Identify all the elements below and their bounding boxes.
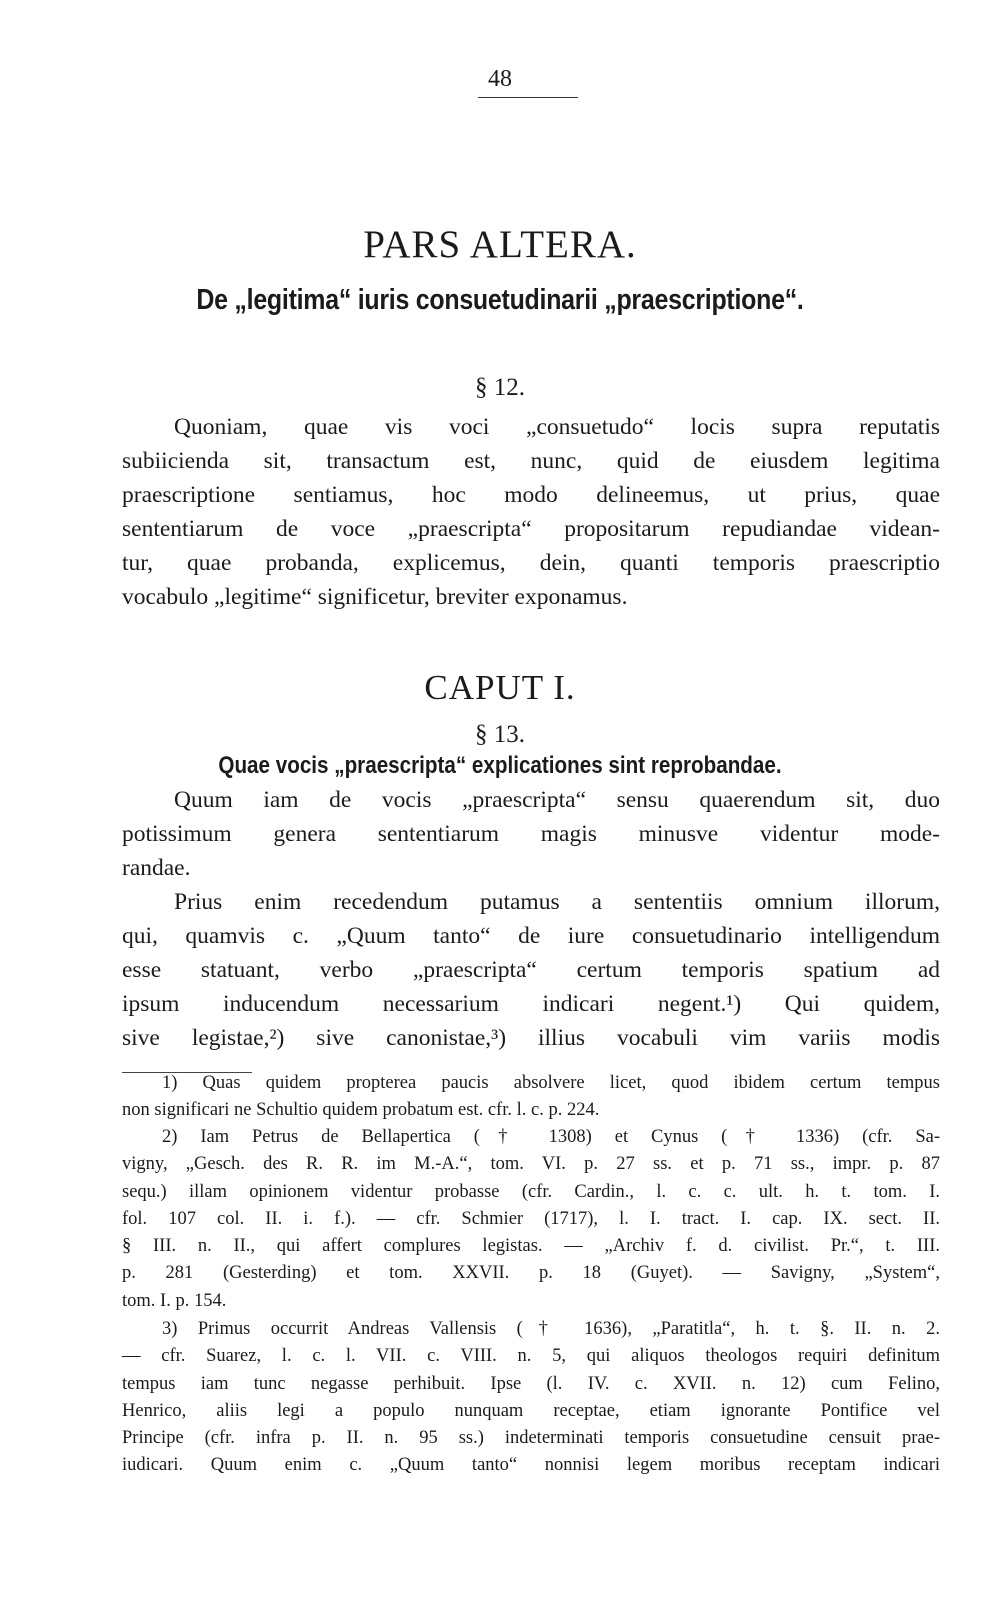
footnote-2: [122, 1124, 940, 1315]
footnote-2-line: p. 281 (Gesterding) et tom. XXVII. p. 18 (Guyet). — Savigny, „System“,: [122, 1263, 940, 1284]
paragraph-1: [122, 410, 940, 614]
footnote-3-line: iudicari. Quum enim c. „Quum tanto“ nonnisi legem moribus receptam indicari: [122, 1455, 940, 1476]
footnote-1-line: 1) Quas quidem propterea paucis absolvere licet, quod ibidem certum tempus: [162, 1073, 940, 1093]
footnote-2-line: sequ.) illam opinionem videntur probasse (cfr. Cardin., l. c. c. ult. h. t. tom. I.: [122, 1181, 940, 1202]
footnote-3-line: Principe (cfr. infra p. II. n. 95 ss.) indeterminati temporis consuetudine censuit prae-: [122, 1428, 940, 1449]
footnote-3-line: 3) Primus occurrit Andreas Vallensis († 1636), „Paratitla“, h. t. §. II. n. 2.: [162, 1319, 940, 1339]
paragraph-1-line: subiicienda sit, transactum est, nunc, quid de eiusdem legitima: [122, 448, 940, 474]
footnote-1-line: non significari ne Schultio quidem probatum est. cfr. l. c. p. 224.: [122, 1100, 600, 1121]
footnote-2-line: vigny, „Gesch. des R. R. im M.-A.“, tom. VI. p. 27 ss. et p. 71 ss., impr. p. 87: [122, 1154, 940, 1175]
paragraph-3-line: esse statuant, verbo „praescripta“ certum temporis spatium ad: [122, 957, 940, 983]
paragraph-1-line: vocabulo „legitime“ significetur, breviter exponamus.: [122, 584, 628, 610]
footnote-3-line: tempus iam tunc negasse perhibuit. Ipse (l. IV. c. XVII. n. 12) cum Felino,: [122, 1373, 940, 1394]
paragraph-1-line: sententiarum de voce „praescripta“ propositarum repudiandae videan-: [122, 516, 940, 542]
section-12-marker: § 12.: [475, 374, 525, 401]
footnote-2-line: 2) Iam Petrus de Bellapertica († 1308) et Cynus († 1336) (cfr. Sa-: [162, 1127, 940, 1147]
page-number: 48: [488, 66, 512, 92]
part-subtitle: De „legitima“ iuris consuetudinarii „praescriptione“.: [196, 284, 804, 316]
paragraph-2-line: randae.: [122, 855, 191, 881]
paragraph-1-line: Quoniam, quae vis voci „consuetudo“ locis supra reputatis: [174, 414, 940, 440]
section-13-marker: § 13.: [475, 721, 525, 748]
footnote-3-line: — cfr. Suarez, l. c. l. VII. c. VIII. n. 5, qui aliquos theologos requiri definitum: [122, 1346, 940, 1367]
page-number-rule: [478, 97, 578, 98]
paragraph-3-line: sive legistae,²) sive canonistae,³) illius vocabuli vim variis modis: [122, 1025, 940, 1051]
paragraph-3: [122, 885, 940, 1055]
footnote-3: [122, 1316, 940, 1480]
paragraph-1-line: tur, quae probanda, explicemus, dein, quanti temporis praescriptio: [122, 550, 940, 576]
paragraph-1-line: praescriptione sentiamus, hoc modo delineemus, ut prius, quae: [122, 482, 940, 508]
footnote-1: [122, 1070, 940, 1125]
paragraph-2-line: potissimum genera sententiarum magis minusve videntur mode-: [122, 821, 940, 847]
chapter-title: CAPUT I.: [424, 668, 576, 707]
section-13-heading: Quae vocis „praescripta“ explicationes sint reprobandae.: [218, 752, 782, 779]
paragraph-3-line: qui, quamvis c. „Quum tanto“ de iure consuetudinario intelligendum: [122, 923, 940, 949]
paragraph-2: [122, 783, 940, 885]
footnote-3-line: Henrico, aliis legi a populo nunquam receptae, etiam ignorante Pontifice vel: [122, 1400, 940, 1421]
footnote-2-line: § III. n. II., qui affert complures legistas. — „Archiv f. d. civilist. Pr.“, t. III.: [122, 1236, 940, 1257]
footnote-2-line: tom. I. p. 154.: [122, 1290, 227, 1311]
part-title: PARS ALTERA.: [363, 223, 637, 266]
footnote-2-line: fol. 107 col. II. i. f.). — cfr. Schmier (1717), l. I. tract. I. cap. IX. sect. II.: [122, 1208, 940, 1229]
paragraph-3-line: ipsum inducendum necessarium indicari negent.¹) Qui quidem,: [122, 991, 940, 1017]
paragraph-2-line: Quum iam de vocis „praescripta“ sensu quaerendum sit, duo: [174, 787, 940, 813]
paragraph-3-line: Prius enim recedendum putamus a sententiis omnium illorum,: [174, 889, 940, 915]
